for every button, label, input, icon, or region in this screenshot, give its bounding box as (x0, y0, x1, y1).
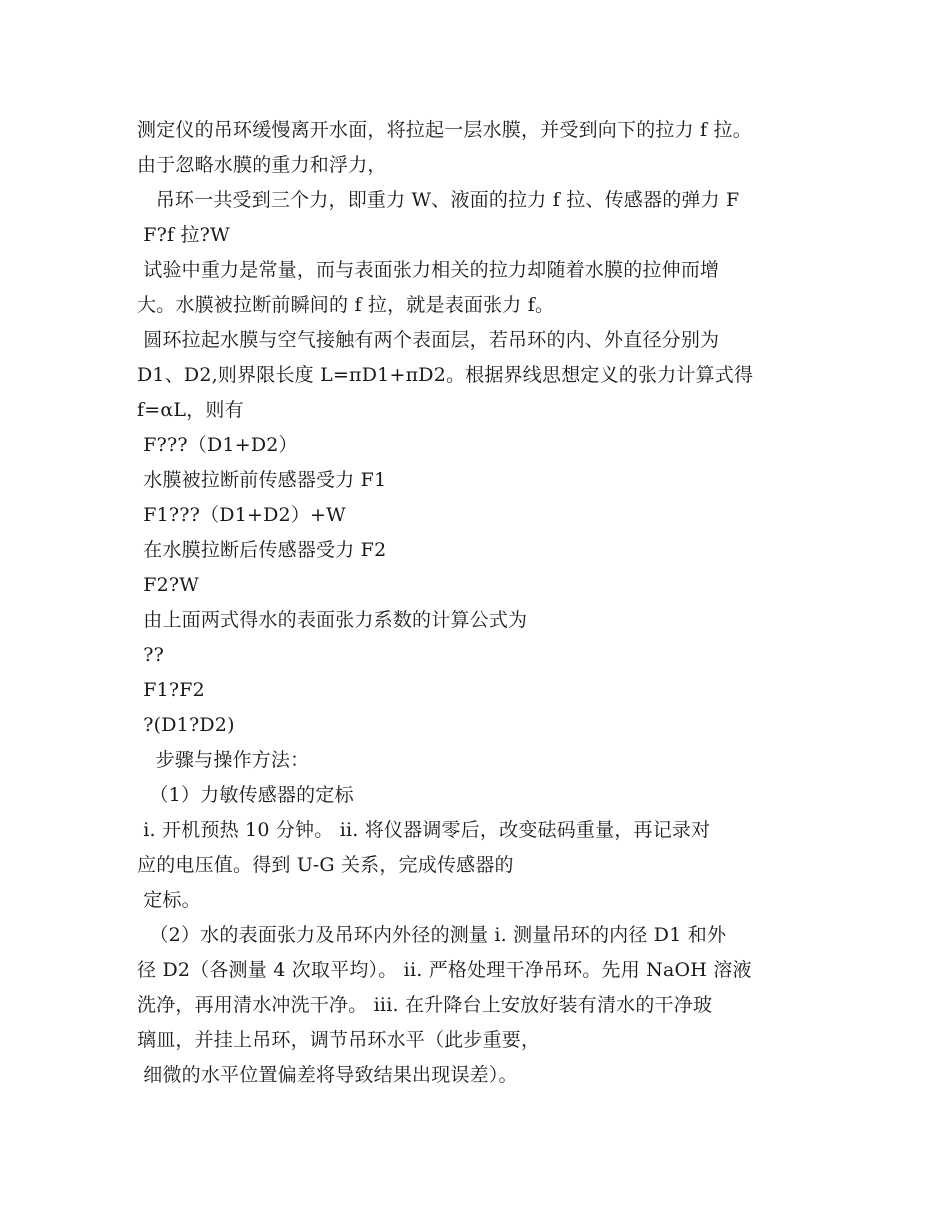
text-line: 步骤与操作方法： (137, 749, 310, 771)
text-line: i. 开机预热 10 分钟。 ii. 将仪器调零后，改变砝码重量，再记录对 (137, 819, 711, 841)
text-line: 洗净，再用清水冲洗干净。 iii. 在升降台上安放好装有清水的干净玻 (137, 994, 713, 1016)
text-line: 试验中重力是常量，而与表面张力相关的拉力却随着水膜的拉伸而增 (137, 259, 720, 281)
text-line: （2）水的表面张力及吊环内外径的测量 i. 测量吊环的内径 D1 和外 (137, 924, 727, 946)
text-line: F1???（D1+D2）+W (137, 504, 346, 526)
text-line: F2?W (137, 574, 200, 596)
text-line: 吊环一共受到三个力，即重力 W、液面的拉力 f 拉、传感器的弹力 F (137, 189, 740, 211)
text-line: F???（D1+D2） (137, 434, 298, 456)
text-line: ?(D1?D2) (137, 714, 235, 736)
text-line: 应的电压值。得到 U-G 关系，完成传感器的 (137, 854, 514, 876)
text-line: （1）力敏传感器的定标 (137, 784, 354, 806)
text-line: 径 D2（各测量 4 次取平均）。 ii. 严格处理干净吊环。先用 NaOH 溶液 (137, 959, 752, 981)
text-line: 在水膜拉断后传感器受力 F2 (137, 539, 387, 561)
text-line: 测定仪的吊环缓慢离开水面，将拉起一层水膜，并受到向下的拉力 f 拉。 (137, 119, 752, 141)
text-line: 细微的水平位置偏差将导致结果出现误差）。 (137, 1064, 518, 1086)
text-line: F?f 拉?W (137, 224, 230, 246)
text-line: 大。水膜被拉断前瞬间的 f 拉，就是表面张力 f。 (137, 294, 555, 316)
text-line: D1、D2,则界限长度 L=πD1+πD2。根据界线思想定义的张力计算式得 (137, 364, 754, 386)
text-line: f=αL，则有 (137, 399, 244, 421)
document-body (137, 113, 837, 1093)
text-line: 由上面两式得水的表面张力系数的计算公式为 (137, 609, 528, 631)
text-line: ?? (137, 644, 165, 666)
text-line: F1?F2 (137, 679, 205, 701)
text-line: 定标。 (137, 889, 201, 911)
text-line: 由于忽略水膜的重力和浮力， (137, 154, 387, 176)
text-line: 璃皿，并挂上吊环，调节吊环水平（此步重要， (137, 1029, 541, 1051)
text-line: 水膜被拉断前传感器受力 F1 (137, 469, 387, 491)
text-line: 圆环拉起水膜与空气接触有两个表面层，若吊环的内、外直径分别为 (137, 329, 720, 351)
